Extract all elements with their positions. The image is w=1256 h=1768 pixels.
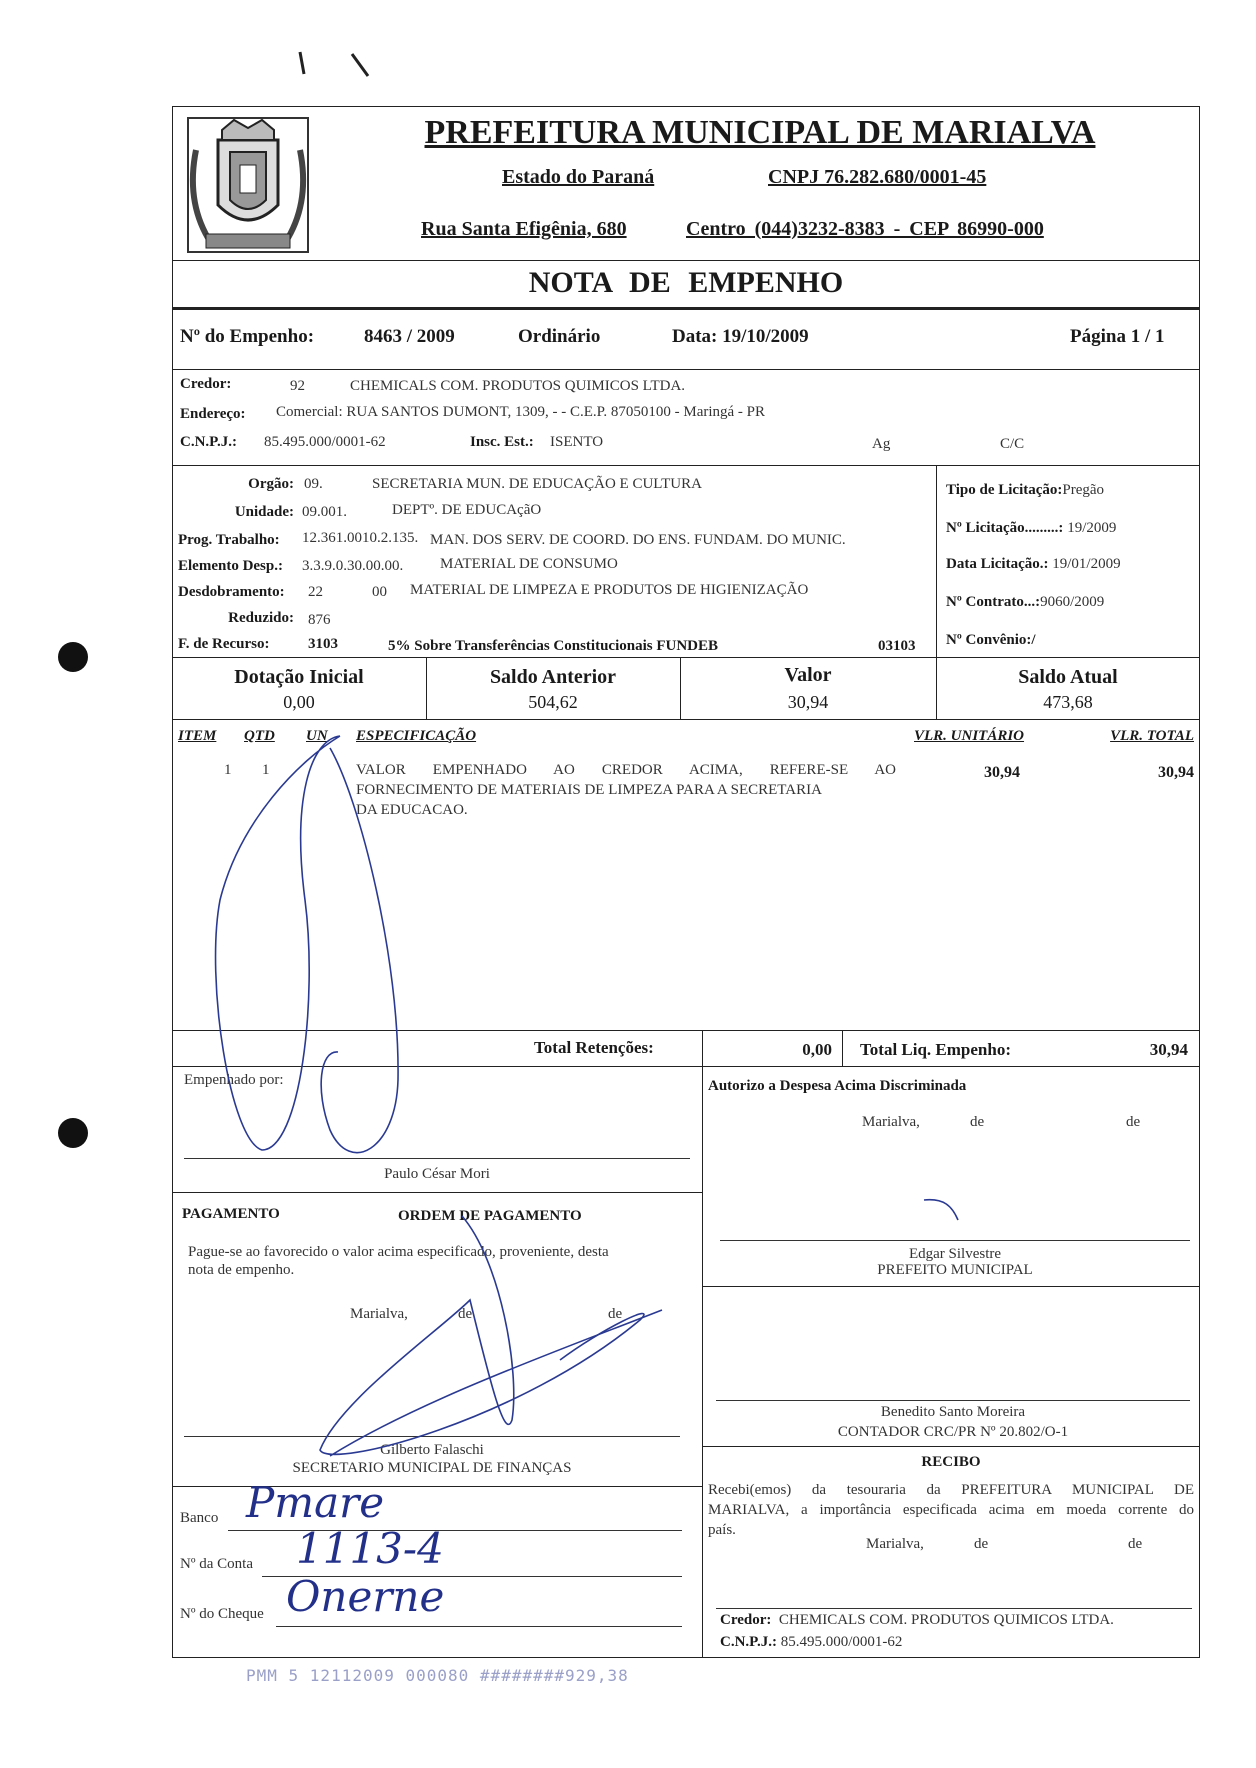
dotacao-label: Dotação Inicial bbox=[234, 666, 364, 688]
signature-stroke bbox=[321, 748, 398, 1153]
desdob: 22 bbox=[308, 584, 323, 600]
saldo-anterior-label: Saldo Anterior bbox=[489, 666, 617, 688]
recurso-name: 5% Sobre Transferências Constitucionais FUNDEB bbox=[388, 638, 719, 654]
total-retencoes-label: Total Retenções: bbox=[534, 1038, 654, 1057]
col-item: ITEM bbox=[178, 728, 217, 744]
header-state: Estado do Paraná bbox=[502, 166, 655, 188]
pagamento-label: PAGAMENTO bbox=[182, 1206, 280, 1222]
pagamento-name: Gilberto Falaschi bbox=[380, 1442, 484, 1458]
orgao: 09. bbox=[304, 476, 323, 492]
address-label: Endereço: bbox=[180, 406, 246, 422]
col-qtd: QTD bbox=[244, 728, 275, 744]
item-desc-line1: VALOR EMPENHADO AO CREDOR ACIMA, REFERE-SE AO bbox=[356, 762, 896, 778]
recibo-cnpj: C.N.P.J.: 85.495.000/0001-62 bbox=[720, 1634, 903, 1650]
col-vlr-unit: VLR. UNITÁRIO bbox=[914, 728, 1025, 744]
unidade-label: Unidade: bbox=[234, 504, 294, 520]
credor-cc-label: C/C bbox=[1000, 436, 1025, 452]
cheque-handwriting: Onerne bbox=[286, 1572, 445, 1621]
recurso-label: F. de Recurso: bbox=[178, 636, 270, 652]
autorizo-city: Marialva, bbox=[862, 1114, 920, 1130]
recibo-de1: de bbox=[974, 1536, 989, 1552]
credor-cnpj: 85.495.000/0001-62 bbox=[264, 434, 386, 450]
recibo-text2: MARIALVA, a importância especificada acima em moeda corrente do bbox=[708, 1502, 1194, 1518]
prog-label: Prog. Trabalho: bbox=[178, 532, 280, 548]
desdob-name: MATERIAL DE LIMPEZA E PRODUTOS DE HIGIENIZAÇÃO bbox=[410, 582, 809, 598]
item-desc-line3: DA EDUCACAO. bbox=[356, 802, 468, 818]
recibo-de2: de bbox=[1128, 1536, 1143, 1552]
ordem-pagamento-label: ORDEM DE PAGAMENTO bbox=[398, 1208, 582, 1224]
empenho-date: Data: 19/10/2009 bbox=[672, 326, 809, 347]
pagamento-de1: de bbox=[458, 1306, 473, 1322]
col-espec: ESPECIFICAÇÃO bbox=[356, 728, 477, 744]
contador-name: Benedito Santo Moreira bbox=[880, 1404, 1026, 1420]
recibo-city: Marialva, bbox=[866, 1536, 924, 1552]
scan-mark bbox=[300, 52, 368, 76]
credor-ie: ISENTO bbox=[550, 434, 604, 450]
pagamento-text1: Pague-se ao favorecido o valor acima especificado, proveniente, desta bbox=[188, 1244, 609, 1260]
reduzido-label: Reduzido: bbox=[228, 610, 294, 626]
credor-ag-label: Ag bbox=[872, 436, 891, 452]
total-liq-label: Total Liq. Empenho: bbox=[860, 1040, 1011, 1059]
pagamento-de2: de bbox=[608, 1306, 623, 1322]
elemento-label: Elemento Desp.: bbox=[178, 558, 283, 574]
empenho-page: Página 1 / 1 bbox=[1070, 326, 1165, 347]
item-vlr-total: 30,94 bbox=[1158, 764, 1194, 781]
valor-label: Valor bbox=[784, 664, 832, 686]
conta-handwriting: 1113-4 bbox=[296, 1524, 444, 1573]
credor-address: Comercial: RUA SANTOS DUMONT, 1309, - - C.E.P. 87050100 - Maringá - PR bbox=[276, 404, 766, 420]
signature-stroke bbox=[924, 1200, 958, 1220]
licitacao-contrato: Nº Contrato...:9060/2009 bbox=[946, 594, 1105, 610]
desdob-label: Desdobramento: bbox=[178, 584, 285, 600]
licitacao-tipo: Tipo de Licitação:Pregão bbox=[946, 482, 1105, 498]
doc-title: NOTA DE EMPENHO bbox=[528, 266, 844, 299]
valor-value: 30,94 bbox=[787, 692, 829, 712]
empenhado-name: Paulo César Mori bbox=[384, 1166, 490, 1182]
header-address: Rua Santa Efigênia, 680 bbox=[421, 218, 627, 240]
saldo-atual-label: Saldo Atual bbox=[1018, 666, 1118, 688]
credor-label: Credor: bbox=[180, 376, 232, 392]
recibo-text3: país. bbox=[708, 1522, 736, 1538]
elemento-name: MATERIAL DE CONSUMO bbox=[440, 556, 618, 572]
banco-handwriting: Pmare bbox=[246, 1478, 385, 1527]
header-cnpj: CNPJ 76.282.680/0001-45 bbox=[768, 166, 987, 188]
item-number: 1 bbox=[224, 762, 232, 778]
pagamento-text2: nota de empenho. bbox=[188, 1262, 295, 1278]
recibo-label: RECIBO bbox=[921, 1454, 981, 1470]
orgao-label: Orgão: bbox=[248, 476, 294, 492]
contador-role: CONTADOR CRC/PR Nº 20.802/O-1 bbox=[837, 1424, 1069, 1440]
elemento: 3.3.9.0.30.00.00. bbox=[302, 558, 404, 574]
saldo-atual-value: 473,68 bbox=[1043, 692, 1093, 712]
pagamento-role: SECRETARIO MUNICIPAL DE FINANÇAS bbox=[292, 1460, 572, 1476]
credor-code: 92 bbox=[290, 378, 305, 394]
conta-label: Nº da Conta bbox=[180, 1556, 253, 1572]
desdob2: 00 bbox=[372, 584, 387, 600]
saldo-anterior-value: 504,62 bbox=[528, 692, 578, 712]
autorizo-role: PREFEITO MUNICIPAL bbox=[877, 1262, 1033, 1278]
header-contact: Centro (044)3232-8383 - CEP 86990-000 bbox=[686, 218, 1044, 240]
empenho-number-label: Nº do Empenho: bbox=[180, 326, 315, 347]
item-desc-line2: FORNECIMENTO DE MATERIAIS DE LIMPEZA PARA A SECRETARIA bbox=[356, 782, 822, 798]
credor-cnpj-label: C.N.P.J.: bbox=[180, 434, 237, 450]
banco-label: Banco bbox=[180, 1510, 219, 1526]
reduzido: 876 bbox=[308, 612, 331, 628]
empenhado-label: Empenhado por: bbox=[184, 1072, 284, 1088]
licitacao-data: Data Licitação.: 19/01/2009 bbox=[946, 556, 1121, 572]
licitacao-num: Nº Licitação.........: 19/2009 bbox=[946, 520, 1117, 536]
autorizo-label: Autorizo a Despesa Acima Discriminada bbox=[708, 1078, 967, 1094]
autorizo-name: Edgar Silvestre bbox=[908, 1246, 1002, 1262]
empenho-type: Ordinário bbox=[518, 326, 601, 347]
orgao-name: SECRETARIA MUN. DE EDUCAÇÃO E CULTURA bbox=[372, 476, 702, 492]
cheque-label: Nº do Cheque bbox=[180, 1606, 264, 1622]
pagamento-city: Marialva, bbox=[350, 1306, 408, 1322]
signature-stroke bbox=[330, 1310, 662, 1456]
unidade: 09.001. bbox=[302, 504, 347, 520]
item-qtd: 1 bbox=[262, 762, 270, 778]
recurso-code: 03103 bbox=[878, 638, 916, 654]
prog: 12.361.0010.2.135. bbox=[302, 530, 419, 546]
dotacao-value: 0,00 bbox=[283, 692, 315, 712]
col-un: UN bbox=[306, 728, 328, 744]
prog-name: MAN. DOS SERV. DE COORD. DO ENS. FUNDAM. DO MUNIC. bbox=[430, 532, 846, 548]
total-liq: 30,94 bbox=[1149, 1040, 1188, 1059]
recurso: 3103 bbox=[308, 636, 338, 652]
recibo-text1: Recebi(emos) da tesouraria da PREFEITURA MUNICIPAL DE bbox=[708, 1482, 1194, 1498]
item-vlr-unit: 30,94 bbox=[984, 764, 1020, 781]
credor-name: CHEMICALS COM. PRODUTOS QUIMICOS LTDA. bbox=[350, 378, 686, 394]
autorizo-de1: de bbox=[970, 1114, 985, 1130]
recibo-credor: Credor: CHEMICALS COM. PRODUTOS QUIMICOS LTDA. bbox=[720, 1612, 1114, 1628]
licitacao-convenio: Nº Convênio:/ bbox=[946, 632, 1036, 648]
machine-stamp: PMM 5 12112009 000080 ########929,38 bbox=[246, 1666, 629, 1685]
empenho-number: 8463 / 2009 bbox=[364, 326, 455, 347]
total-retencoes: 0,00 bbox=[802, 1040, 832, 1059]
autorizo-de2: de bbox=[1126, 1114, 1141, 1130]
credor-ie-label: Insc. Est.: bbox=[470, 434, 534, 450]
unidade-name: DEPTº. DE EDUCAçãO bbox=[392, 502, 542, 518]
col-vlr-total: VLR. TOTAL bbox=[1110, 728, 1194, 744]
header-title: PREFEITURA MUNICIPAL DE MARIALVA bbox=[424, 114, 1096, 151]
